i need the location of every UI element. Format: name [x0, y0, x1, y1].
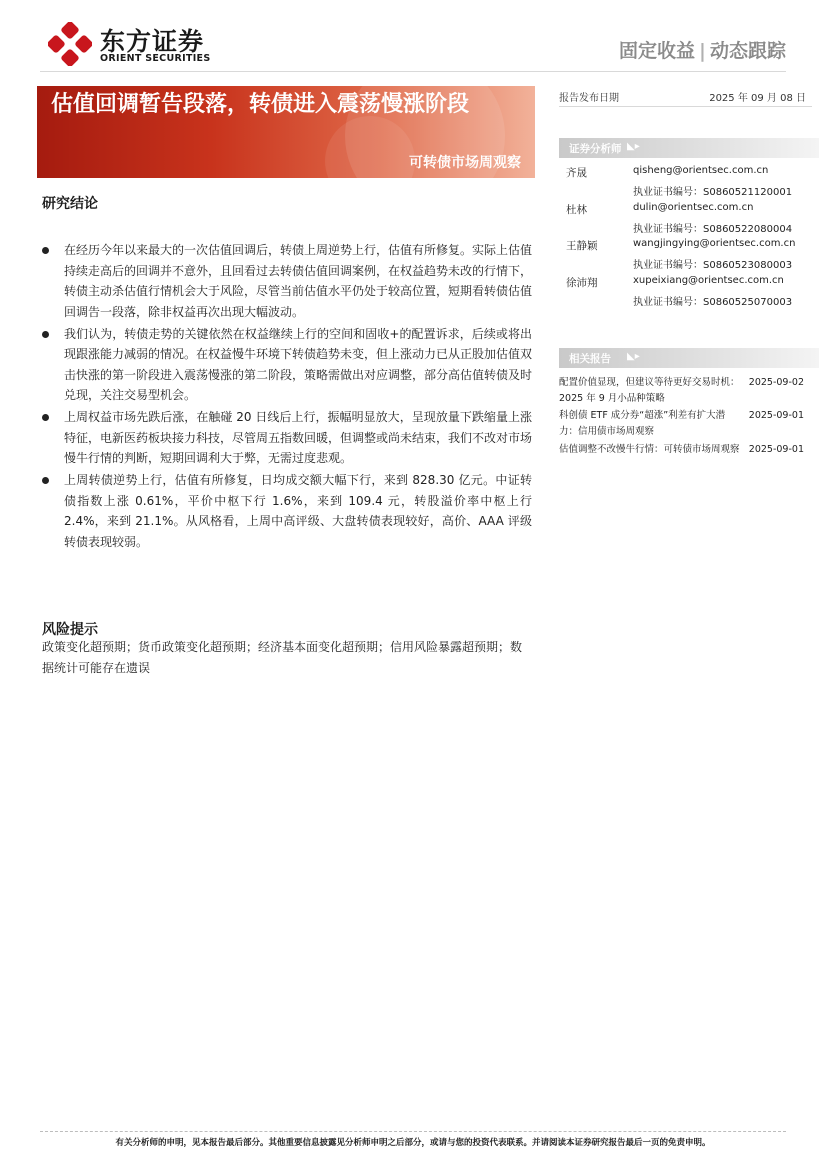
related-report-title[interactable]: 科创债 ETF 成分券“超涨”利差有扩大潜力：信用债市场周观察: [559, 410, 726, 437]
related-report-date: 2025-09-02: [748, 377, 804, 388]
bullet-icon: [42, 331, 49, 338]
analyst-email[interactable]: wangjingying@orientsec.com.cn: [633, 238, 796, 249]
bullet-icon: [42, 477, 49, 484]
bullet-icon: [42, 247, 49, 254]
conclusion-text: 上周转债逆势上行，估值有所修复，日均成交额大幅下行，来到 828.30 亿元。中证转债指数上涨 0.61%，平价中枢下行 1.6%，来到 109.4 元，转股溢价率中枢上行 2.4%，来到 21.1%。从风格看，上周中高评级、大盘转债表现较好，高价、AAA 评级转债表现较弱。: [64, 473, 532, 549]
analyst-email[interactable]: dulin@orientsec.com.cn: [633, 202, 754, 213]
conclusion-item: [42, 407, 532, 469]
subcategory-label: 动态跟踪: [709, 40, 786, 62]
title-banner: [37, 86, 535, 178]
header-divider: [40, 71, 786, 72]
analyst-name: 杜林: [566, 204, 587, 216]
conclusion-item: [42, 240, 532, 322]
analyst-name: 齐晟: [566, 167, 587, 179]
conclusion-text: 上周权益市场先跌后涨，在触碰 20 日线后上行，振幅明显放大，呈现放量下跌缩量上涨特征，电新医药板块接力科技，尽管周五指数回暖，但调整或尚未结束，我们不改对市场慢牛行情的判断，短期回调利大于弊，无需过度悲观。: [64, 410, 533, 465]
related-report-date: 2025-09-01: [748, 444, 804, 455]
analyst-email[interactable]: qisheng@orientsec.com.cn: [633, 165, 769, 176]
analyst-cert: 执业证书编号：S0860522080004: [633, 224, 793, 235]
analyst-cert: 执业证书编号：S0860521120001: [633, 187, 793, 198]
brand-name-en: ORIENT SECURITIES: [100, 53, 211, 64]
footer-divider: [40, 1131, 786, 1132]
analyst-name: 徐沛翔: [566, 277, 598, 289]
orient-logo-icon: [48, 22, 92, 66]
conclusion-text: 在经历今年以来最大的一次估值回调后，转债上周逆势上行，估值有所修复。实际上估值持续走高后的回调并不意外，且回看过去转债估值回调案例，在权益趋势未改的行情下，转债主动杀估值行情机会大于风险，尽管当前估值水平仍处于较高位置，短期看转债估值回调告一段落，除非权益再次出现大幅波动。: [64, 243, 533, 319]
report-subtitle: 可转债市场周观察: [409, 155, 521, 171]
conclusion-heading: 研究结论: [42, 196, 98, 212]
conclusion-item: [42, 470, 532, 552]
related-report-date: 2025-09-01: [748, 410, 804, 421]
brand-name-cn: 东方证券: [100, 27, 205, 56]
arrow-icon: ◣▸: [627, 141, 640, 152]
conclusion-list: [42, 240, 532, 554]
related-heading-bar: [559, 348, 819, 368]
category-separator: |: [699, 40, 706, 62]
report-category: [619, 36, 786, 63]
conclusion-text: 我们认为，转债走势的关键依然在权益继续上行的空间和固收+的配置诉求，后续或将出现跟涨能力减弱的情况。在权益慢牛环境下转债趋势未变，但上涨动力已从正股加估值双击快涨的第一阶段进入震荡慢涨的第二阶段，策略需做出对应调整，部分高估值转债及时兑现，关注交易型机会。: [64, 326, 533, 402]
arrow-icon: ◣▸: [627, 351, 640, 362]
analyst-cert: 执业证书编号：S0860523080003: [633, 260, 793, 271]
footer-disclaimer: 有关分析师的申明，见本报告最后部分。其他重要信息披露见分析师申明之后部分，或请与您的投资代表联系。并请阅读本证券研究报告最后一页的免责申明。: [115, 1138, 711, 1148]
conclusion-item: [42, 324, 532, 406]
category-label: 固定收益: [619, 40, 696, 62]
related-report-title[interactable]: 配置价值显现，但建议等待更好交易时机：2025 年 9 月小品种策略: [559, 377, 740, 404]
analyst-email[interactable]: xupeixiang@orientsec.com.cn: [633, 275, 784, 286]
analysts-heading-bar: [559, 138, 819, 158]
report-title: 估值回调暂告段落，转债进入震荡慢涨阶段: [51, 92, 470, 117]
publish-date-label: 报告发布日期: [559, 93, 619, 104]
sidebar-divider: [559, 106, 812, 107]
risk-text: 政策变化超预期；货币政策变化超预期；经济基本面变化超预期；信用风险暴露超预期；数据统计可能存在遗误: [42, 640, 523, 675]
analysts-heading: 证券分析师: [569, 143, 622, 155]
publish-date: 2025 年 09 月 08 日: [709, 93, 806, 104]
bullet-icon: [42, 414, 49, 421]
analyst-cert: 执业证书编号：S0860525070003: [633, 297, 793, 308]
related-heading: 相关报告: [569, 353, 611, 365]
brand-logo: [48, 22, 228, 66]
risk-heading: 风险提示: [42, 622, 98, 638]
analyst-name: 王静颖: [566, 240, 598, 252]
related-report-title[interactable]: 估值调整不改慢牛行情：可转债市场周观察: [559, 444, 740, 455]
